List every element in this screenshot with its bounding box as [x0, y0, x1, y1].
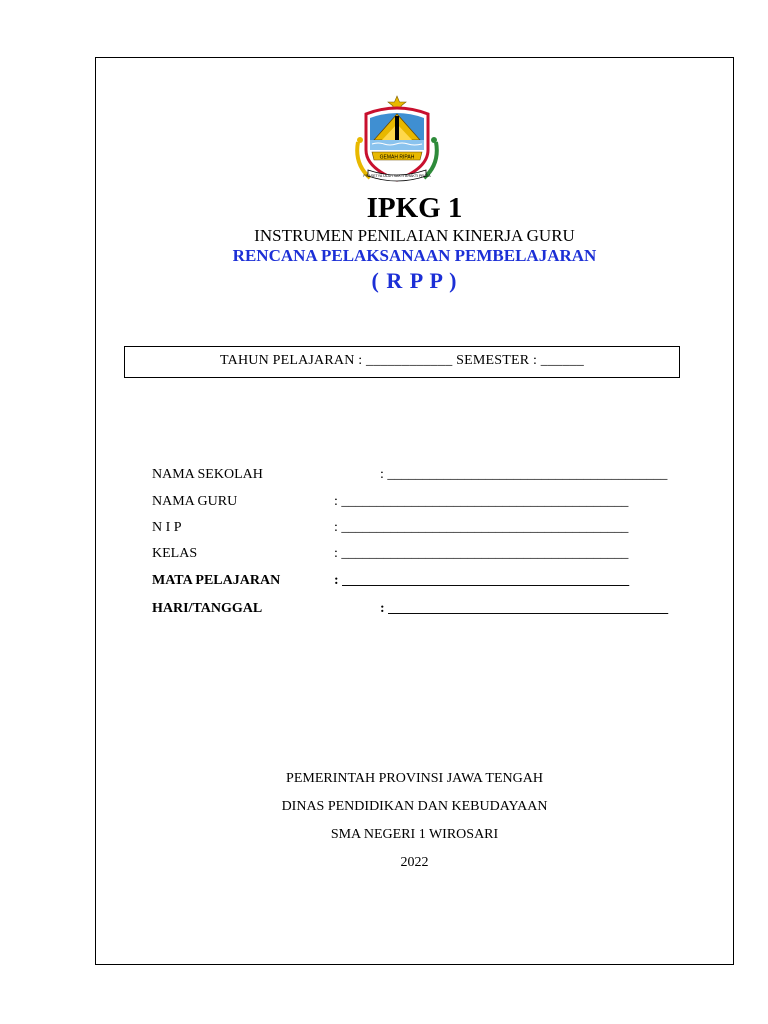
document-title: IPKG 1	[366, 192, 463, 224]
field-label-nama-guru: NAMA GURU	[152, 494, 238, 509]
field-label-nip: N I P	[152, 520, 182, 535]
field-value-hari-tanggal: : ________________________________________	[380, 601, 669, 616]
document-subtitle-rpp-full: RENCANA PELAKSANAAN PEMBELAJARAN	[232, 246, 597, 265]
logo-motto-text: PRASETYA ULAH SAKTI BHAKTI PRAJA	[363, 174, 431, 178]
academic-year-box	[124, 346, 680, 378]
logo-band-text: GEMAH RIPAH	[379, 154, 415, 161]
field-label-nama-sekolah: NAMA SEKOLAH	[152, 467, 263, 482]
field-label-mata-pelajaran: MATA PELAJARAN	[152, 573, 281, 588]
document-subtitle: INSTRUMEN PENILAIAN KINERJA GURU	[254, 226, 575, 245]
field-value-kelas: : _________________________________________	[334, 546, 629, 561]
footer-year: 2022	[400, 855, 429, 870]
field-value-nama-sekolah: : ________________________________________	[380, 467, 668, 482]
field-value-mata-pelajaran: : _________________________________________	[334, 573, 630, 588]
province-emblem-logo	[352, 94, 442, 186]
footer-school: SMA NEGERI 1 WIROSARI	[330, 827, 499, 842]
field-value-nama-guru: : _________________________________________	[334, 494, 629, 509]
footer-department: DINAS PENDIDIKAN DAN KEBUDAYAAN	[281, 799, 548, 814]
academic-year-semester-line: TAHUN PELAJARAN : ____________ SEMESTER : ______	[220, 353, 584, 368]
document-rpp-abbrev: ( R P P )	[371, 268, 458, 293]
footer-government: PEMERINTAH PROVINSI JAWA TENGAH	[286, 771, 543, 786]
field-label-hari-tanggal: HARI/TANGGAL	[152, 601, 263, 616]
field-label-kelas: KELAS	[152, 546, 198, 561]
field-value-nip: : _________________________________________	[334, 520, 629, 535]
